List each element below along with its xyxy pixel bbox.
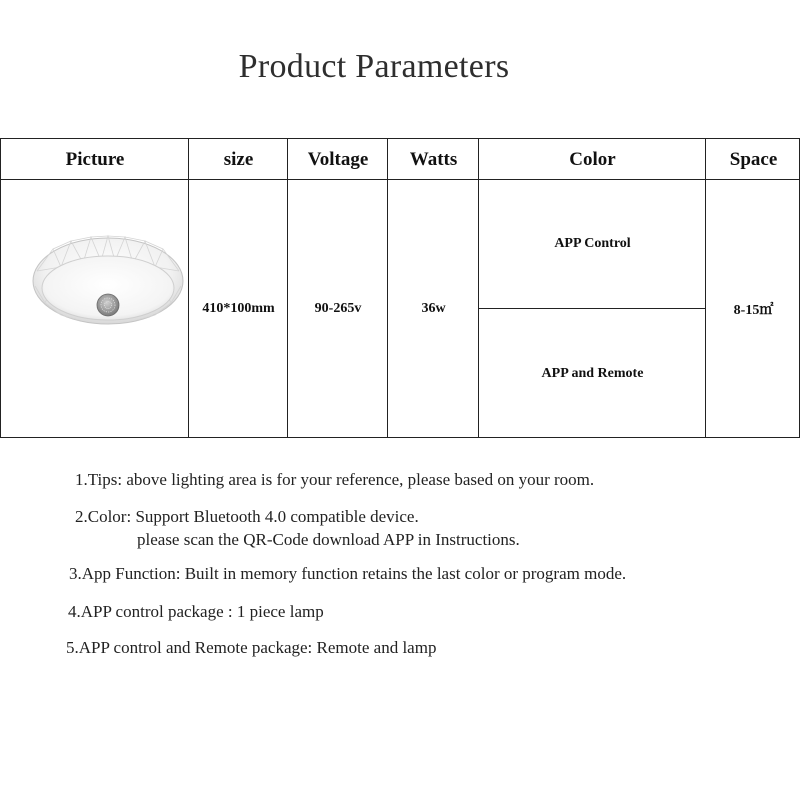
header-size: size <box>223 148 254 170</box>
header-voltage: Voltage <box>307 148 369 170</box>
note-2: 2.Color: Support Bluetooth 4.0 compatible device. <box>75 507 419 526</box>
size-value: 410*100mm <box>202 301 275 316</box>
note-3: 3.App Function: Built in memory function retains the last color or program mode. <box>69 564 627 583</box>
note-5: 5.APP control and Remote package: Remote and lamp <box>66 638 437 657</box>
ceiling-lamp-photo <box>31 231 186 326</box>
note-2-continued: please scan the QR-Code download APP in Instructions. <box>137 530 520 549</box>
ceiling-lamp-icon <box>31 231 186 326</box>
watts-value: 36w <box>421 301 446 316</box>
voltage-value: 90-265v <box>314 301 362 316</box>
parameters-table <box>0 138 800 438</box>
page-title: Product Parameters <box>238 48 510 85</box>
header-picture: Picture <box>65 148 125 170</box>
header-color: Color <box>569 148 616 170</box>
color-option-app-and-remote: APP and Remote <box>541 365 644 381</box>
header-watts: Watts <box>409 148 458 170</box>
note-4: 4.APP control package : 1 piece lamp <box>68 602 324 621</box>
space-value: 8-15㎡ <box>733 303 774 318</box>
note-1: 1.Tips: above lighting area is for your reference, please based on your room. <box>75 470 595 489</box>
color-option-app-control: APP Control <box>554 236 631 251</box>
header-space: Space <box>729 148 778 170</box>
